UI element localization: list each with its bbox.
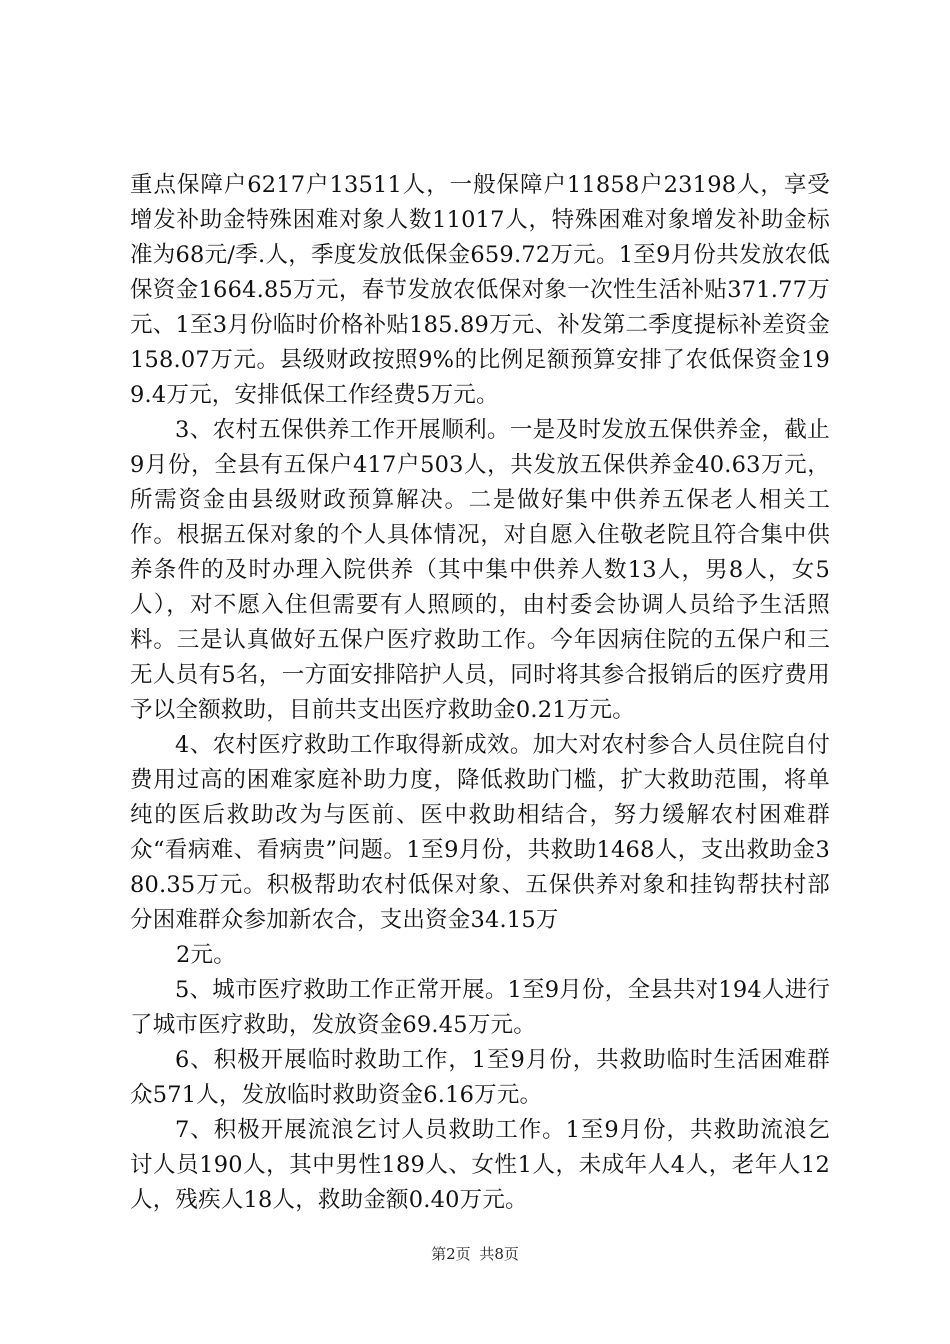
page-footer — [0, 1244, 950, 1264]
paragraph-low-income-guarantee: 重点保障户6217户13511人，一般保障户11858户23198人，享受增发补助金特殊困难对象人数11017人，特殊困难对象增发补助金标准为68元/季.人，季度发放低保金659.72万元。1至9月份共发放农低保资金1664.85万元，春节发放农低保对象一次性生活补贴371.77万元、1至3月份临时价格补贴185.89万元、补发第二季度提标补差资金158.07万元。县级财政按照9%的比例足额预算安排了农低保资金199.4万元，安排低保工作经费5万元。 — [130, 172, 830, 408]
paragraph-rural-medical-aid: 4、农村医疗救助工作取得新成效。加大对农村参合人员住院自付费用过高的困难家庭补助力度，降低救助门槛，扩大救助范围，将单纯的医后救助改为与医前、医中救助相结合，努力缓解农村困难群众“看病难、看病贵”问题。1至9月份，共救助1468人，支出救助金380.35万元。积极帮助农村低保对象、五保供养对象和挂钩帮扶村部分困难群众参加新农合，支出资金34.15万 — [130, 732, 830, 933]
paragraph-urban-medical-aid: 5、城市医疗救助工作正常开展。1至9月份，全县共对194人进行了城市医疗救助，发放资金69.45万元。 — [130, 977, 830, 1038]
page-total: 共8页 — [479, 1245, 519, 1263]
paragraph-continuation: 2元。 — [176, 942, 236, 968]
paragraph-five-guarantee-support: 3、农村五保供养工作开展顺利。一是及时发放五保供养金，截止9月份，全县有五保户417户503人，共发放五保供养金40.63万元，所需资金由县级财政预算解决。二是做好集中供养五保老人相关工作。根据五保对象的个人具体情况，对自愿入住敬老院且符合集中供养条件的及时办理入院供养（其中集中供养人数13人，男8人，女5人），对不愿入住但需要有人照顾的，由村委会协调人员给予生活照料。三是认真做好五保户医疗救助工作。今年因病住院的五保户和三无人员有5名，一方面安排陪护人员，同时将其参合报销后的医疗费用予以全额救助，目前共支出医疗救助金0.21万元。 — [130, 417, 830, 723]
document-body — [130, 168, 830, 1218]
paragraph-vagrant-aid: 7、积极开展流浪乞讨人员救助工作。1至9月份，共救助流浪乞讨人员190人，其中男性189人、女性1人，未成年人4人，老年人12人，残疾人18人，救助金额0.40万元。 — [130, 1117, 830, 1213]
page-number: 第2页 — [431, 1245, 471, 1263]
paragraph-temporary-aid: 6、积极开展临时救助工作，1至9月份，共救助临时生活困难群众571人，发放临时救助资金6.16万元。 — [130, 1047, 830, 1108]
